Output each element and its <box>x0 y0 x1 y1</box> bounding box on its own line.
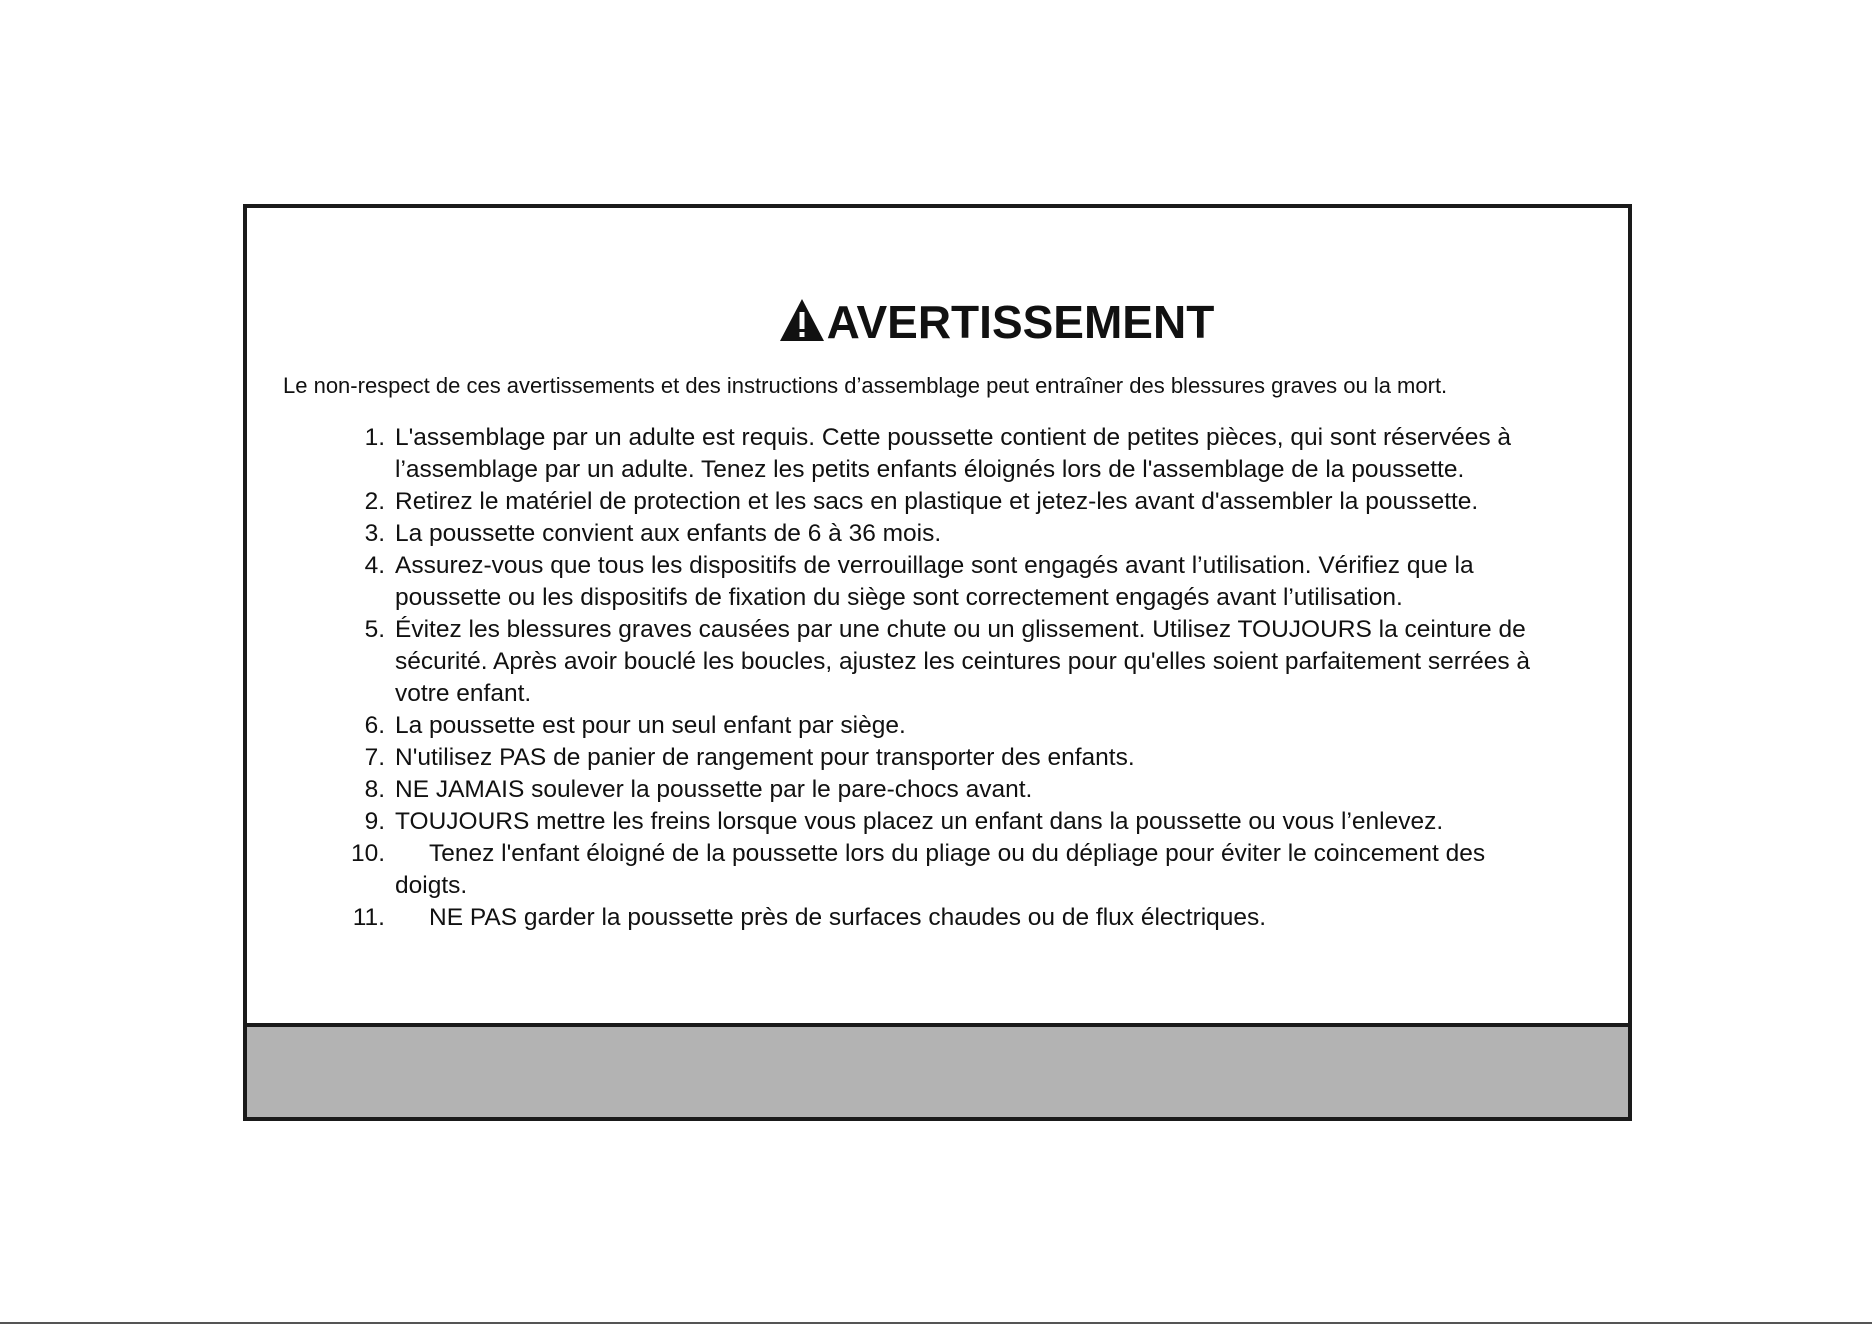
list-item <box>347 422 1547 486</box>
heading-text: AVERTISSEMENT <box>826 296 1215 348</box>
warning-heading <box>247 294 1628 356</box>
item-number: 10. <box>350 840 385 867</box>
item-number: 9. <box>364 808 385 835</box>
item-text: TOUJOURS mettre les freins lorsque vous placez un enfant dans la poussette ou vous l’enlevez. <box>395 808 1444 835</box>
footer-band <box>247 1023 1628 1117</box>
item-number: 4. <box>364 552 385 579</box>
item-text: Retirez le matériel de protection et les sacs en plastique et jetez-les avant d'assembler la poussette. <box>395 488 1479 515</box>
warning-list <box>347 422 1547 934</box>
item-text: La poussette convient aux enfants de 6 à 36 mois. <box>395 520 942 547</box>
item-number: 5. <box>364 616 385 643</box>
list-item <box>347 806 1547 838</box>
item-text: L'assemblage par un adulte est requis. Cette poussette contient de petites pièces, qui sont réservées à l’assemblage par un adulte. Tenez les petits enfants éloignés lors de l'assemblage de la poussette. <box>395 424 1512 483</box>
list-item <box>347 742 1547 774</box>
list-item <box>347 710 1547 742</box>
item-number: 11. <box>352 904 385 931</box>
item-text: Assurez-vous que tous les dispositifs de verrouillage sont engagés avant l’utilisation. Vérifiez que la poussette ou les dispositifs de fixation du siège sont correctement engagés avant l’utilisation. <box>395 552 1474 611</box>
list-item <box>347 486 1547 518</box>
warning-label <box>243 204 1632 1121</box>
list-item <box>347 550 1547 614</box>
list-item <box>347 614 1547 710</box>
warning-triangle-icon <box>779 298 825 342</box>
list-item <box>347 518 1547 550</box>
item-number: 3. <box>364 520 385 547</box>
item-number: 2. <box>364 488 385 515</box>
item-text: N'utilisez PAS de panier de rangement pour transporter des enfants. <box>395 744 1135 771</box>
item-number: 7. <box>364 744 385 771</box>
item-number: 1. <box>364 424 385 451</box>
list-item <box>347 902 1547 934</box>
item-number: 6. <box>364 712 385 739</box>
list-item <box>347 838 1547 902</box>
item-text: Évitez les blessures graves causées par une chute ou un glissement. Utilisez TOUJOURS la ceinture de sécurité. Après avoir bouclé les boucles, ajustez les ceintures pour qu'elles soient parfaitement serrées à votre enfant. <box>395 616 1531 707</box>
item-text: NE JAMAIS soulever la poussette par le pare-chocs avant. <box>395 776 1033 803</box>
item-text: La poussette est pour un seul enfant par siège. <box>395 712 906 739</box>
list-item <box>347 774 1547 806</box>
item-text: NE PAS garder la poussette près de surfaces chaudes ou de flux électriques. <box>429 904 1267 931</box>
intro-text: Le non-respect de ces avertissements et des instructions d’assemblage peut entraîner des blessures graves ou la mort. <box>283 373 1448 398</box>
item-text: Tenez l'enfant éloigné de la poussette lors du pliage ou du dépliage pour éviter le coincement des doigts. <box>395 840 1486 899</box>
item-number: 8. <box>364 776 385 803</box>
